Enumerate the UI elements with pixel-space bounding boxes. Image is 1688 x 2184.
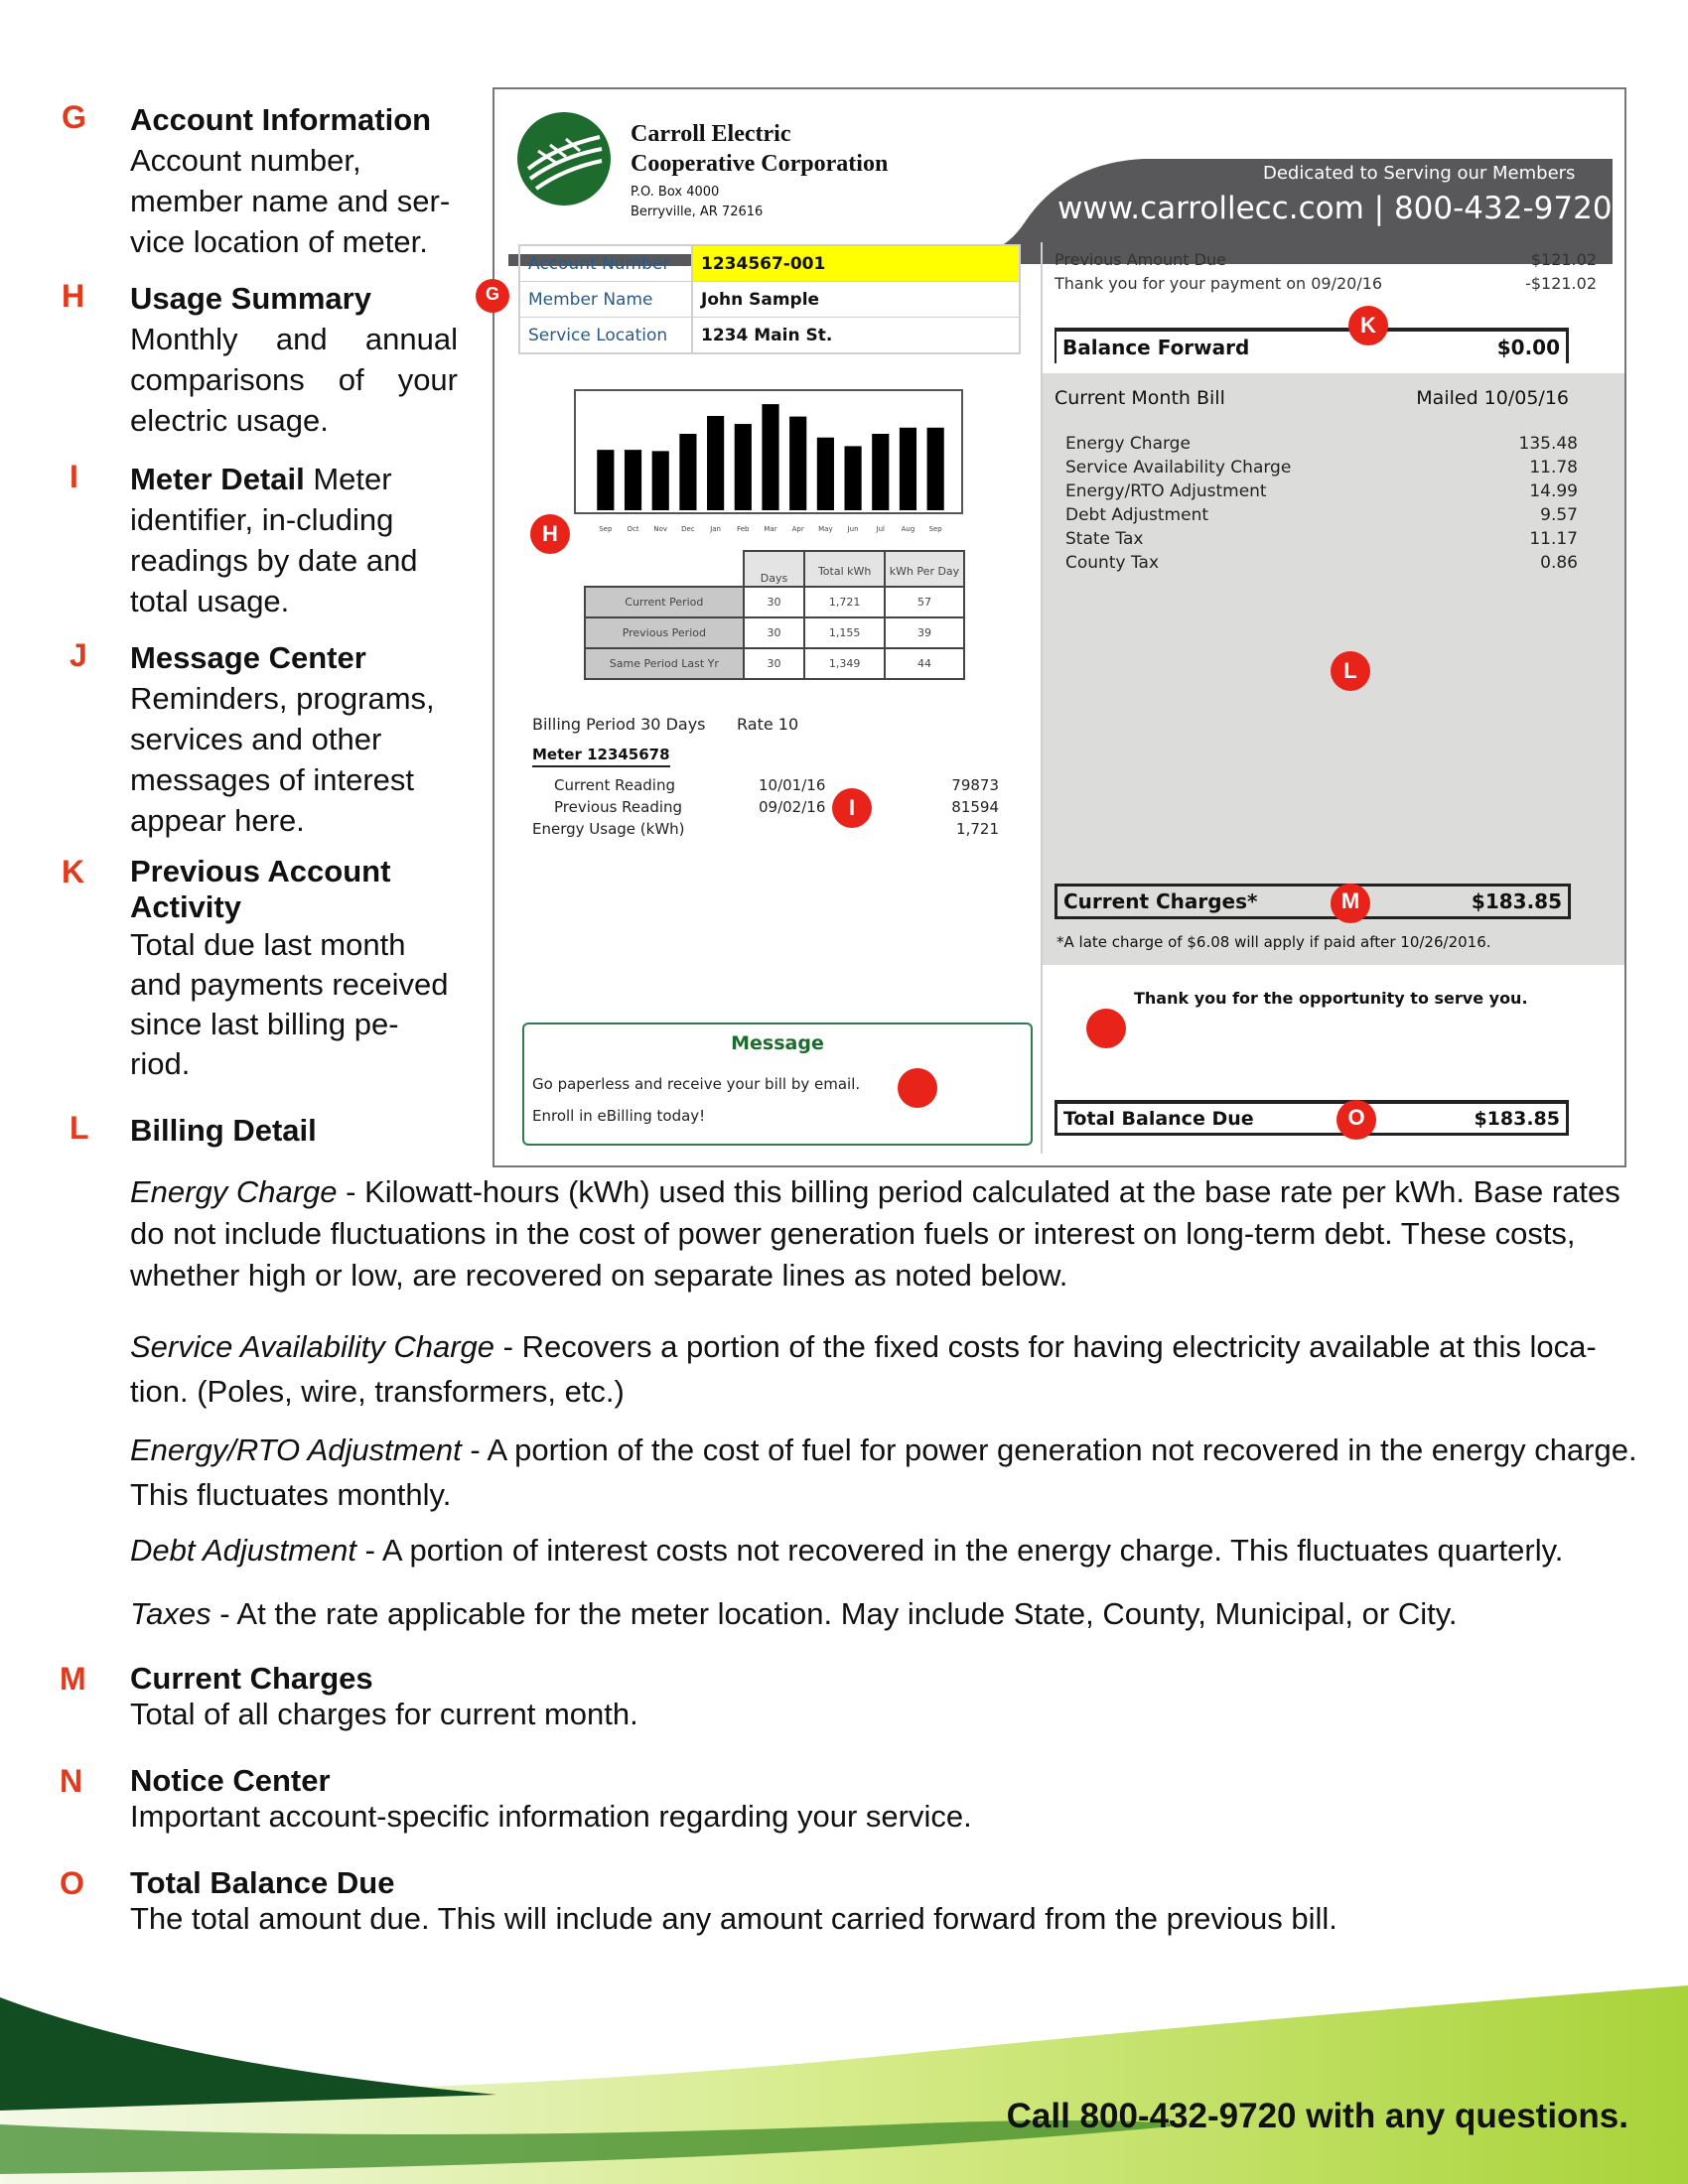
definition-text: - A portion of interest costs not recovered in the energy charge. This fluctuates quarterly. bbox=[356, 1533, 1564, 1568]
definition-term: Service Availability Charge bbox=[130, 1329, 495, 1364]
usage-bar bbox=[652, 451, 669, 510]
usage-bar bbox=[900, 428, 916, 510]
service-location-label: Service Location bbox=[519, 318, 692, 354]
cell: 30 bbox=[744, 617, 805, 648]
section-current-charges bbox=[130, 1661, 1520, 1732]
balance-forward: $0.00 bbox=[1496, 336, 1560, 359]
month-tick-label: Dec bbox=[681, 525, 695, 533]
badge-o: O bbox=[1336, 1100, 1376, 1140]
legend-title: Usage Summary bbox=[130, 281, 371, 316]
usage-bar bbox=[872, 434, 889, 510]
section-total-balance-due bbox=[130, 1865, 1520, 1937]
company-name-line: Cooperative Corporation bbox=[631, 151, 889, 177]
total-balance-due-box bbox=[1055, 1100, 1569, 1136]
badge-h: H bbox=[530, 514, 570, 554]
legend-text: Account number, member name and ser-vice location of meter. bbox=[130, 143, 451, 259]
month-tick-label: Sep bbox=[928, 525, 942, 533]
section-letter-m: M bbox=[60, 1661, 86, 1697]
month-tick-label: Sep bbox=[599, 525, 613, 533]
definition-text: - At the rate applicable for the meter location. May include State, County, Municipal, or City. bbox=[211, 1596, 1458, 1631]
legend-text: Reminders, programs, services and other messages of interest appear here. bbox=[130, 681, 435, 838]
column-header: kWh Per Day bbox=[885, 551, 964, 587]
cell: 1,349 bbox=[804, 648, 885, 679]
footer-swoosh bbox=[0, 1976, 1688, 2184]
section-title: Total Balance Due bbox=[130, 1865, 395, 1900]
definition-taxes bbox=[130, 1593, 1639, 1635]
definition-energy-rto bbox=[130, 1428, 1639, 1517]
section-title: Notice Center bbox=[130, 1763, 331, 1798]
column-header: Total kWh bbox=[804, 551, 885, 587]
definition-text: - Recovers a portion of the fixed costs for having electricity available at this loca-tion. (Poles, wire, transformers, etc.) bbox=[130, 1329, 1597, 1409]
charge-amount: 0.86 bbox=[1540, 553, 1578, 573]
list-item bbox=[1065, 479, 1578, 503]
usage-bar bbox=[597, 450, 614, 510]
charge-label: Debt Adjustment bbox=[1065, 505, 1209, 525]
definition-term: Taxes bbox=[130, 1596, 211, 1631]
usage-bar bbox=[679, 434, 696, 510]
previous-due: $121.02 bbox=[1530, 250, 1597, 269]
charge-amount: 14.99 bbox=[1529, 481, 1578, 501]
message-title: Message bbox=[731, 1032, 824, 1054]
usage-bar bbox=[735, 424, 752, 510]
charge-amount: 9.57 bbox=[1540, 505, 1578, 525]
rate: Rate 10 bbox=[737, 715, 799, 734]
legend-letter-g: G bbox=[62, 99, 86, 135]
usage-bar bbox=[789, 417, 806, 510]
billing-period: Billing Period 30 Days bbox=[532, 715, 706, 734]
legend-text: Total due last month and payments received since last billing pe-riod. bbox=[130, 927, 449, 1081]
list-item bbox=[532, 818, 999, 840]
table-row bbox=[585, 617, 964, 648]
thank-you-note: Thank you for the opportunity to serve you. bbox=[1134, 989, 1528, 1008]
badge-n-marker bbox=[1086, 1009, 1126, 1048]
row-label: Current Period bbox=[585, 587, 744, 617]
section-letter-o: O bbox=[60, 1865, 84, 1901]
cell: 44 bbox=[885, 648, 964, 679]
badge-i: I bbox=[832, 788, 872, 828]
charge-label: State Tax bbox=[1065, 529, 1144, 549]
current-charges-box bbox=[1055, 884, 1571, 919]
legend-letter-l: L bbox=[70, 1110, 89, 1146]
definition-term: Energy Charge bbox=[130, 1174, 338, 1209]
section-title: Current Charges bbox=[130, 1661, 373, 1696]
list-item bbox=[1065, 527, 1578, 551]
section-letter-n: N bbox=[60, 1763, 83, 1799]
reading-date: 10/01/16 bbox=[759, 776, 826, 794]
month-tick-label: May bbox=[818, 525, 833, 533]
row-label: Previous Period bbox=[585, 617, 744, 648]
month-tick-label: Oct bbox=[627, 525, 639, 533]
message-line: Enroll in eBilling today! bbox=[532, 1107, 706, 1125]
reading-label: Previous Reading bbox=[554, 798, 683, 816]
definition-term: Energy/RTO Adjustment bbox=[130, 1433, 462, 1467]
list-item bbox=[1065, 503, 1578, 527]
charge-label: Service Availability Charge bbox=[1065, 458, 1292, 478]
legend-title: Previous Account Activity bbox=[130, 854, 391, 924]
month-tick-label: Feb bbox=[737, 525, 750, 533]
month-tick-label: Jul bbox=[876, 525, 885, 533]
badge-g: G bbox=[476, 279, 509, 313]
charge-amount: 11.17 bbox=[1529, 529, 1578, 549]
current-charges-label: Current Charges* bbox=[1063, 889, 1258, 913]
list-item bbox=[532, 796, 999, 818]
legend-billing-detail-title: Billing Detail bbox=[130, 1113, 317, 1148]
legend-account-info bbox=[130, 99, 458, 262]
cell: 30 bbox=[744, 648, 805, 679]
month-tick-label: Jan bbox=[710, 525, 722, 533]
column-header: Days bbox=[744, 551, 805, 587]
reading-value: 1,721 bbox=[956, 820, 999, 838]
definition-energy-charge bbox=[130, 1171, 1639, 1297]
legend-title: Meter Detail bbox=[130, 462, 305, 496]
member-name-label: Member Name bbox=[519, 282, 692, 318]
table-row bbox=[585, 648, 964, 679]
legend-text: Meter identifier, in-cluding readings by date and total usage. bbox=[130, 462, 418, 618]
charge-amount: 11.78 bbox=[1529, 458, 1578, 478]
table-row bbox=[519, 318, 1020, 354]
legend-letter-h: H bbox=[62, 278, 85, 314]
charge-amount: 135.48 bbox=[1518, 434, 1578, 454]
legend-usage-summary bbox=[130, 278, 458, 441]
usage-bar bbox=[817, 438, 834, 510]
tagline: Dedicated to Serving our Members bbox=[1263, 163, 1576, 184]
table-row bbox=[519, 245, 1020, 282]
reading-label: Current Reading bbox=[554, 776, 675, 794]
table-header-row bbox=[585, 551, 964, 587]
usage-bar bbox=[927, 428, 944, 510]
sample-bill bbox=[485, 87, 1626, 1167]
current-month-label: Current Month Bill bbox=[1055, 387, 1225, 409]
payment-amount: -$121.02 bbox=[1525, 274, 1597, 293]
service-location: 1234 Main St. bbox=[692, 318, 1020, 354]
badge-k: K bbox=[1348, 306, 1388, 345]
charge-label: Energy/RTO Adjustment bbox=[1065, 481, 1267, 501]
month-tick-label: Mar bbox=[764, 525, 777, 533]
list-item bbox=[1065, 456, 1578, 479]
month-tick-label: Aug bbox=[901, 525, 915, 533]
meter-readings bbox=[532, 774, 999, 840]
section-text: Total of all charges for current month. bbox=[130, 1697, 638, 1731]
badge-l: L bbox=[1331, 651, 1370, 691]
charge-lines bbox=[1065, 432, 1578, 575]
total-due: $183.85 bbox=[1474, 1107, 1560, 1130]
cell: 1,155 bbox=[804, 617, 885, 648]
cell: 57 bbox=[885, 587, 964, 617]
usage-bar bbox=[625, 450, 641, 510]
row-label: Same Period Last Yr bbox=[585, 648, 744, 679]
total-due-label: Total Balance Due bbox=[1063, 1107, 1254, 1130]
legend-letter-j: J bbox=[70, 637, 87, 673]
address-line: Berryville, AR 72616 bbox=[631, 205, 764, 219]
legend-letter-k: K bbox=[62, 854, 85, 889]
definition-debt-adjustment bbox=[130, 1530, 1639, 1571]
definition-text: - A portion of the cost of fuel for power generation not recovered in the energy charge. This fluctuates monthly. bbox=[130, 1433, 1637, 1512]
usage-summary-table bbox=[584, 550, 965, 680]
legend-text: Monthly and annual comparisons of your electric usage. bbox=[130, 322, 458, 438]
legend-meter-detail bbox=[130, 459, 458, 621]
reading-label: Energy Usage (kWh) bbox=[532, 820, 685, 838]
balance-forward-box bbox=[1055, 328, 1569, 363]
table-row bbox=[585, 587, 964, 617]
current-charges: $183.85 bbox=[1471, 889, 1562, 913]
payment-label: Thank you for your payment on 09/20/16 bbox=[1055, 274, 1383, 293]
account-number-label: Account Number bbox=[519, 245, 692, 282]
member-name: John Sample bbox=[692, 282, 1020, 318]
website-phone: www.carrollecc.com | 800-432-9720 bbox=[1057, 191, 1613, 226]
month-tick-label: Jun bbox=[847, 525, 859, 533]
account-number: 1234567-001 bbox=[692, 245, 1020, 282]
reading-value: 79873 bbox=[951, 776, 999, 794]
list-item bbox=[1065, 432, 1578, 456]
legend-letter-i: I bbox=[70, 459, 78, 494]
charge-label: County Tax bbox=[1065, 553, 1159, 573]
late-charge-note: *A late charge of $6.08 will apply if paid after 10/26/2016. bbox=[1056, 933, 1491, 951]
cell: 1,721 bbox=[804, 587, 885, 617]
list-item bbox=[532, 774, 999, 796]
usage-bar bbox=[844, 446, 861, 510]
usage-bar bbox=[762, 404, 778, 510]
definition-term: Debt Adjustment bbox=[130, 1533, 357, 1568]
legend-title: Account Information bbox=[130, 102, 432, 137]
month-tick-label: Nov bbox=[653, 525, 668, 533]
address-line: P.O. Box 4000 bbox=[631, 185, 720, 200]
previous-activity bbox=[1055, 248, 1597, 296]
badge-j-marker bbox=[898, 1068, 937, 1108]
cell: 30 bbox=[744, 587, 805, 617]
list-item bbox=[1065, 551, 1578, 575]
mailed-date: Mailed 10/05/16 bbox=[1416, 387, 1569, 409]
message-line: Go paperless and receive your bill by email. bbox=[532, 1075, 861, 1093]
cell: 39 bbox=[885, 617, 964, 648]
footer-call-text: Call 800-432-9720 with any questions. bbox=[1006, 2097, 1628, 2135]
usage-bar bbox=[707, 416, 724, 510]
badge-m: M bbox=[1331, 884, 1370, 923]
legend-title: Message Center bbox=[130, 640, 366, 675]
definition-service-availability bbox=[130, 1324, 1639, 1414]
charge-label: Energy Charge bbox=[1065, 434, 1191, 454]
section-notice-center bbox=[130, 1763, 1520, 1835]
reading-date: 09/02/16 bbox=[759, 798, 826, 816]
previous-due-label: Previous Amount Due bbox=[1055, 250, 1226, 269]
usage-bar-chart bbox=[574, 389, 963, 538]
table-row bbox=[519, 282, 1020, 318]
definition-text: - Kilowatt-hours (kWh) used this billing period calculated at the base rate per kWh. Base rates do not include fluctuations in the cost of power generation fuels or interest on long-term debt. These costs, whether high or low, are recovered on separate lines as noted below. bbox=[130, 1174, 1620, 1293]
legend-message-center bbox=[130, 637, 458, 841]
meter-id: Meter 12345678 bbox=[532, 746, 670, 767]
account-info-table bbox=[518, 244, 1021, 354]
reading-value: 81594 bbox=[951, 798, 999, 816]
section-text: Important account-specific information regarding your service. bbox=[130, 1799, 972, 1834]
company-name-line: Carroll Electric bbox=[631, 121, 791, 147]
balance-forward-label: Balance Forward bbox=[1062, 336, 1250, 359]
legend-previous-activity bbox=[130, 854, 458, 1084]
message-center-box bbox=[522, 1023, 1033, 1146]
message-body bbox=[532, 1068, 1031, 1132]
current-month-header bbox=[1055, 387, 1569, 409]
month-tick-label: Apr bbox=[791, 525, 804, 533]
section-text: The total amount due. This will include any amount carried forward from the previous bill. bbox=[130, 1901, 1337, 1936]
